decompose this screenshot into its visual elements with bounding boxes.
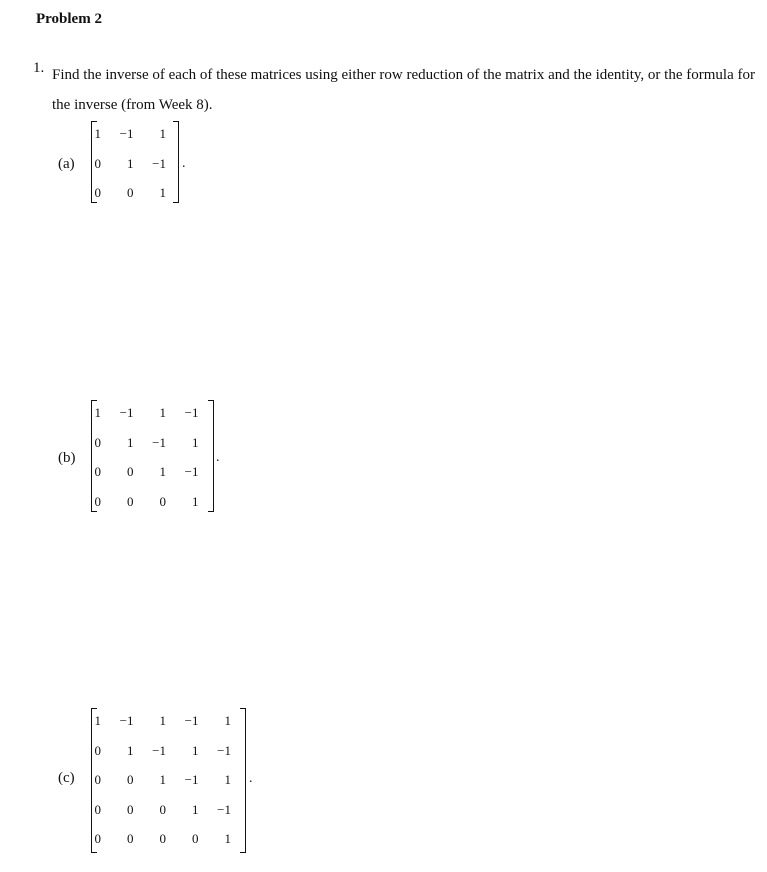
matrix-a-cell: 0 (127, 185, 134, 200)
matrix-a (91, 121, 179, 203)
matrix-b-cell: 1 (192, 493, 199, 509)
matrix-b-cell: 1 (159, 405, 166, 420)
matrix-b-cell: −1 (119, 405, 134, 420)
matrix-c-cell: −1 (184, 713, 199, 728)
matrix-c (91, 708, 246, 853)
matrix-c-cell: −1 (119, 713, 134, 728)
matrix-c-cell: 1 (192, 801, 199, 817)
matrix-c-cell: −1 (217, 801, 231, 817)
matrix-a-period: . (182, 156, 186, 171)
matrix-c-cell: 0 (94, 772, 101, 787)
matrix-c-cell: 0 (94, 742, 101, 758)
matrix-b-cell: 0 (127, 493, 134, 509)
matrix-c-cell: −1 (152, 742, 166, 758)
question-text: Find the inverse of each of these matrices using either row reduction of the matrix and the identity, or the formula for the inverse (from Week 8). (52, 67, 755, 113)
matrix-b-cell: 0 (94, 434, 101, 450)
matrix-c-cell: 1 (159, 772, 166, 787)
matrix-c-cell: 0 (127, 772, 134, 787)
matrix-b-cell: 0 (159, 493, 166, 509)
matrix-c-cell: 1 (224, 831, 231, 846)
matrix-c-right-bracket (240, 708, 246, 853)
part-a-label: (a) (58, 156, 75, 172)
matrix-b-cell: −1 (152, 434, 166, 450)
matrix-c-cell: 1 (192, 742, 199, 758)
matrix-a-cell: 1 (127, 155, 134, 171)
matrix-c-cell: 0 (94, 801, 101, 817)
matrix-b-cell: 1 (94, 405, 101, 420)
matrix-b-cell: −1 (184, 464, 199, 479)
matrix-c-cell: 1 (94, 713, 101, 728)
matrix-a-cell: 0 (94, 185, 101, 200)
matrix-c-cell: 0 (192, 831, 199, 846)
matrix-b (91, 400, 214, 512)
matrix-c-period: . (249, 771, 253, 786)
matrix-a-cell: −1 (119, 126, 134, 141)
item-number: 1. (33, 60, 45, 76)
matrix-b-cell: 0 (127, 464, 134, 479)
matrix-a-cell: 1 (94, 126, 101, 141)
matrix-c-cell: 1 (224, 772, 231, 787)
matrix-c-cell: 0 (127, 831, 134, 846)
matrix-a-cell: −1 (152, 155, 166, 171)
matrix-b-period: . (216, 450, 220, 465)
matrix-b-cell: 1 (127, 434, 134, 450)
part-c-label: (c) (58, 770, 75, 786)
matrix-c-cell: −1 (184, 772, 199, 787)
matrix-b-cell: −1 (184, 405, 199, 420)
matrix-c-cell: 1 (224, 713, 231, 728)
matrix-c-cell: −1 (217, 742, 231, 758)
matrix-c-cell: 0 (159, 831, 166, 846)
matrix-a-cell: 1 (159, 185, 166, 200)
matrix-c-cell: 0 (127, 801, 134, 817)
matrix-c-cell: 0 (94, 831, 101, 846)
matrix-a-right-bracket (173, 121, 179, 203)
matrix-b-cell: 1 (159, 464, 166, 479)
matrix-b-cell: 0 (94, 464, 101, 479)
problem-title: Problem 2 (36, 11, 102, 27)
matrix-c-cell: 0 (159, 801, 166, 817)
matrix-a-cell: 0 (94, 155, 101, 171)
matrix-b-cell: 1 (192, 434, 199, 450)
matrix-c-cell: 1 (127, 742, 134, 758)
matrix-b-cell: 0 (94, 493, 101, 509)
part-b-label: (b) (58, 450, 76, 466)
matrix-b-right-bracket (208, 400, 214, 512)
matrix-c-cell: 1 (159, 713, 166, 728)
matrix-a-cell: 1 (159, 126, 166, 141)
